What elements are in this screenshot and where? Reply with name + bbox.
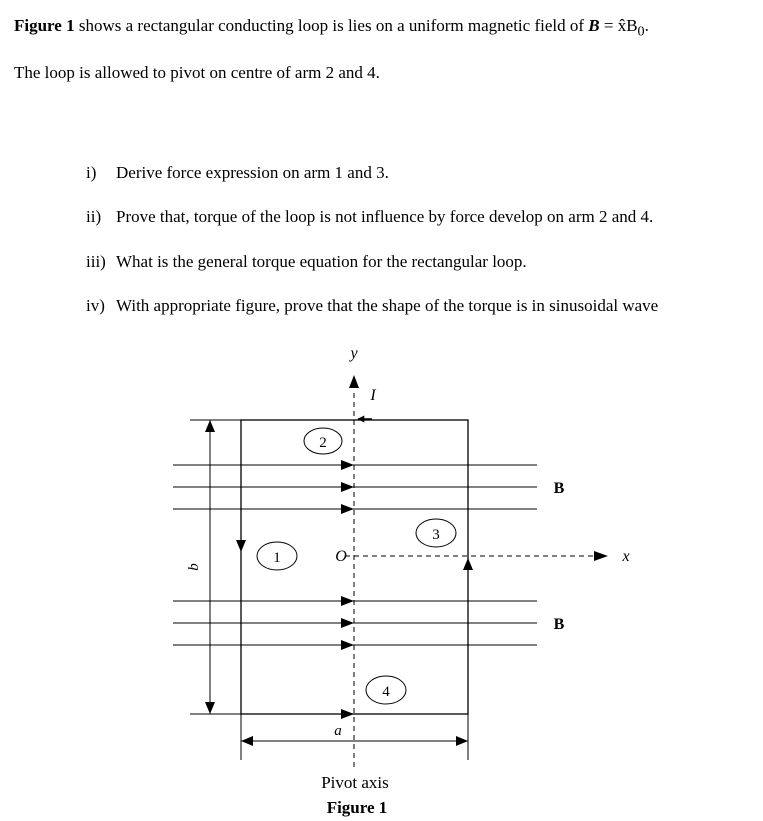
arm-1-current-arrow bbox=[236, 540, 246, 552]
intro-line-2: The loop is allowed to pivot on centre of arm 2 and 4. bbox=[14, 63, 380, 82]
field-symbol-b: B bbox=[588, 16, 600, 35]
field-arrow-icon bbox=[341, 482, 354, 492]
question-text: What is the general torque equation for the rectangular loop. bbox=[116, 252, 527, 271]
dim-a-arrow-right bbox=[456, 736, 468, 746]
dim-a-arrow-left bbox=[241, 736, 253, 746]
field-arrow-icon bbox=[341, 709, 354, 719]
question-number: iii) bbox=[86, 252, 106, 271]
field-equation-end: . bbox=[644, 16, 649, 35]
intro-text: shows a rectangular conducting loop is lies on a uniform magnetic field of bbox=[74, 16, 589, 35]
field-arrow-icon bbox=[341, 460, 354, 470]
pivot-axis-caption: Pivot axis bbox=[321, 773, 389, 792]
y-axis-label: y bbox=[350, 345, 358, 362]
dim-b-label: b bbox=[186, 563, 202, 571]
question-text: With appropriate figure, prove that the shape of the torque is in sinusoidal wave bbox=[116, 296, 659, 315]
question-text: Derive force expression on arm 1 and 3. bbox=[116, 163, 389, 182]
arm-3-label: 3 bbox=[432, 527, 440, 543]
field-label-top: B bbox=[553, 480, 565, 497]
dim-b-arrow-bottom bbox=[205, 702, 215, 714]
figure-caption: Figure 1 bbox=[326, 798, 388, 817]
arm-2-label: 2 bbox=[319, 435, 327, 451]
field-arrow-icon bbox=[341, 596, 354, 606]
field-subscript: 0 bbox=[637, 23, 645, 40]
x-axis-arrow bbox=[594, 551, 608, 561]
arm-1-label: 1 bbox=[273, 550, 281, 566]
origin-label: O bbox=[335, 548, 347, 565]
current-label: I bbox=[370, 387, 376, 404]
question-text: Prove that, torque of the loop is not influence by force develop on arm 2 and 4. bbox=[116, 207, 654, 226]
question-number: i) bbox=[86, 163, 97, 182]
arm-4-label: 4 bbox=[382, 684, 390, 700]
field-label-bottom: B bbox=[553, 616, 565, 633]
x-axis-label: x bbox=[622, 548, 630, 565]
field-arrow-icon bbox=[341, 640, 354, 650]
y-axis-arrow bbox=[349, 375, 359, 388]
dim-a-label: a bbox=[334, 723, 342, 739]
figure-reference: Figure 1 bbox=[14, 16, 75, 35]
field-arrow-icon bbox=[341, 504, 354, 514]
field-equation: = x̂B bbox=[599, 16, 638, 35]
dim-b-arrow-top bbox=[205, 420, 215, 432]
field-arrow-icon bbox=[341, 618, 354, 628]
question-number: ii) bbox=[86, 207, 102, 226]
question-number: iv) bbox=[86, 296, 105, 315]
arm-3-current-arrow bbox=[463, 558, 473, 570]
